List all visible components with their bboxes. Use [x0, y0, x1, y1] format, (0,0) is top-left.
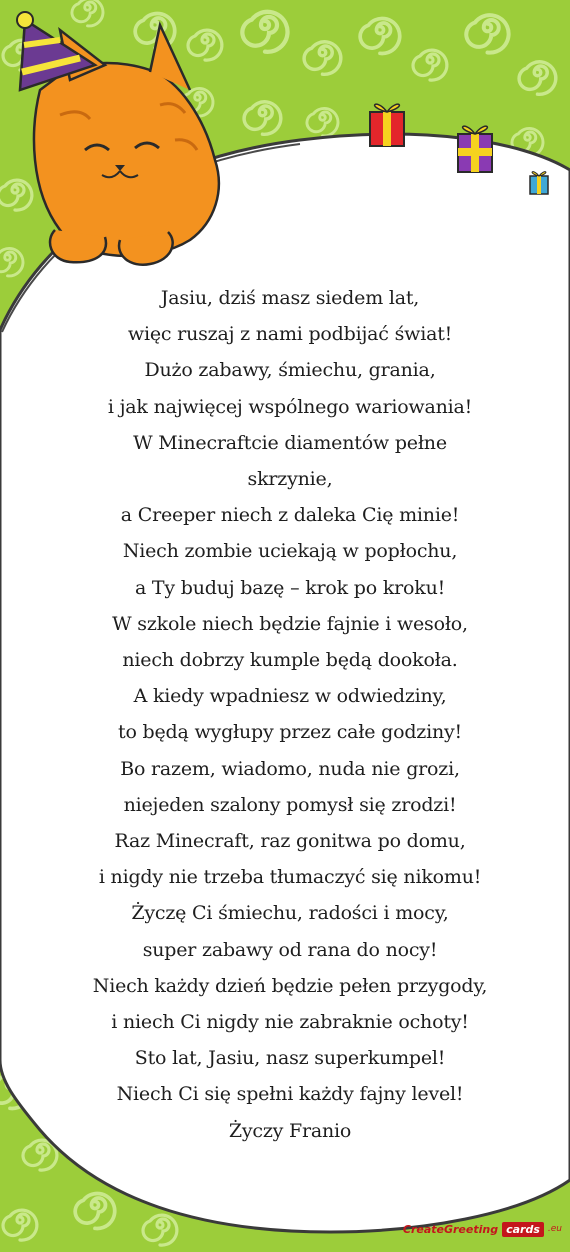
poem-line: Jasiu, dziś masz siedem lat, — [160, 287, 420, 309]
gift-box-icon — [524, 166, 554, 198]
poem-line: Niech każdy dzień będzie pełen przygody, — [92, 974, 488, 997]
poem-line: W szkole niech będzie fajnie i wesoło, — [112, 612, 468, 635]
poem-text — [60, 280, 520, 1149]
poem-signature: Życzy Franio — [228, 1119, 352, 1142]
poem-line: Życzę Ci śmiechu, radości i mocy, — [131, 902, 449, 925]
poem-line: i nigdy nie trzeba tłumaczyć się nikomu! — [98, 866, 482, 889]
poem-line: a Creeper niech z daleka Cię minie! — [120, 504, 460, 527]
brand-logo[interactable] — [403, 1216, 562, 1242]
brand-tld: .eu — [547, 1224, 562, 1234]
poem-line: Niech zombie uciekają w popłochu, — [122, 540, 458, 563]
poem-line: a Ty buduj bazę – krok po kroku! — [134, 576, 446, 599]
poem-line: to będą wygłupy przez całe godziny! — [118, 721, 462, 744]
poem-line: i niech Ci nigdy nie zabraknie ochoty! — [111, 1011, 469, 1034]
gift-box-icon — [355, 92, 415, 154]
brand-text: CreateGreeting — [402, 1222, 499, 1236]
poem-line: skrzynie, — [247, 468, 333, 491]
poem-line: niejeden szalony pomysł się zrodzi! — [123, 793, 457, 816]
poem-line: Niech Ci się spełni każdy fajny level! — [116, 1083, 464, 1106]
brand-box: cards — [502, 1222, 544, 1237]
poem-line: A kiedy wpadniesz w odwiedziny, — [133, 685, 447, 708]
poem-line: W Minecraftcie diamentów pełne — [133, 431, 447, 454]
poem-line: więc ruszaj z nami podbijać świat! — [127, 323, 453, 346]
poem-line: Bo razem, wiadomo, nuda nie grozi, — [120, 757, 460, 780]
poem-line: niech dobrzy kumple będą dookoła. — [122, 649, 458, 672]
cat-illustration-icon — [0, 0, 240, 290]
gift-box-icon — [448, 112, 504, 178]
poem-line: i jak najwięcej wspólnego wariowania! — [107, 395, 473, 418]
poem-line: super zabawy od rana do nocy! — [142, 938, 438, 961]
poem-line: Sto lat, Jasiu, nasz superkumpel! — [134, 1047, 446, 1070]
poem-line: Raz Minecraft, raz gonitwa po domu, — [114, 830, 466, 853]
poem-line: Dużo zabawy, śmiechu, grania, — [144, 359, 436, 382]
